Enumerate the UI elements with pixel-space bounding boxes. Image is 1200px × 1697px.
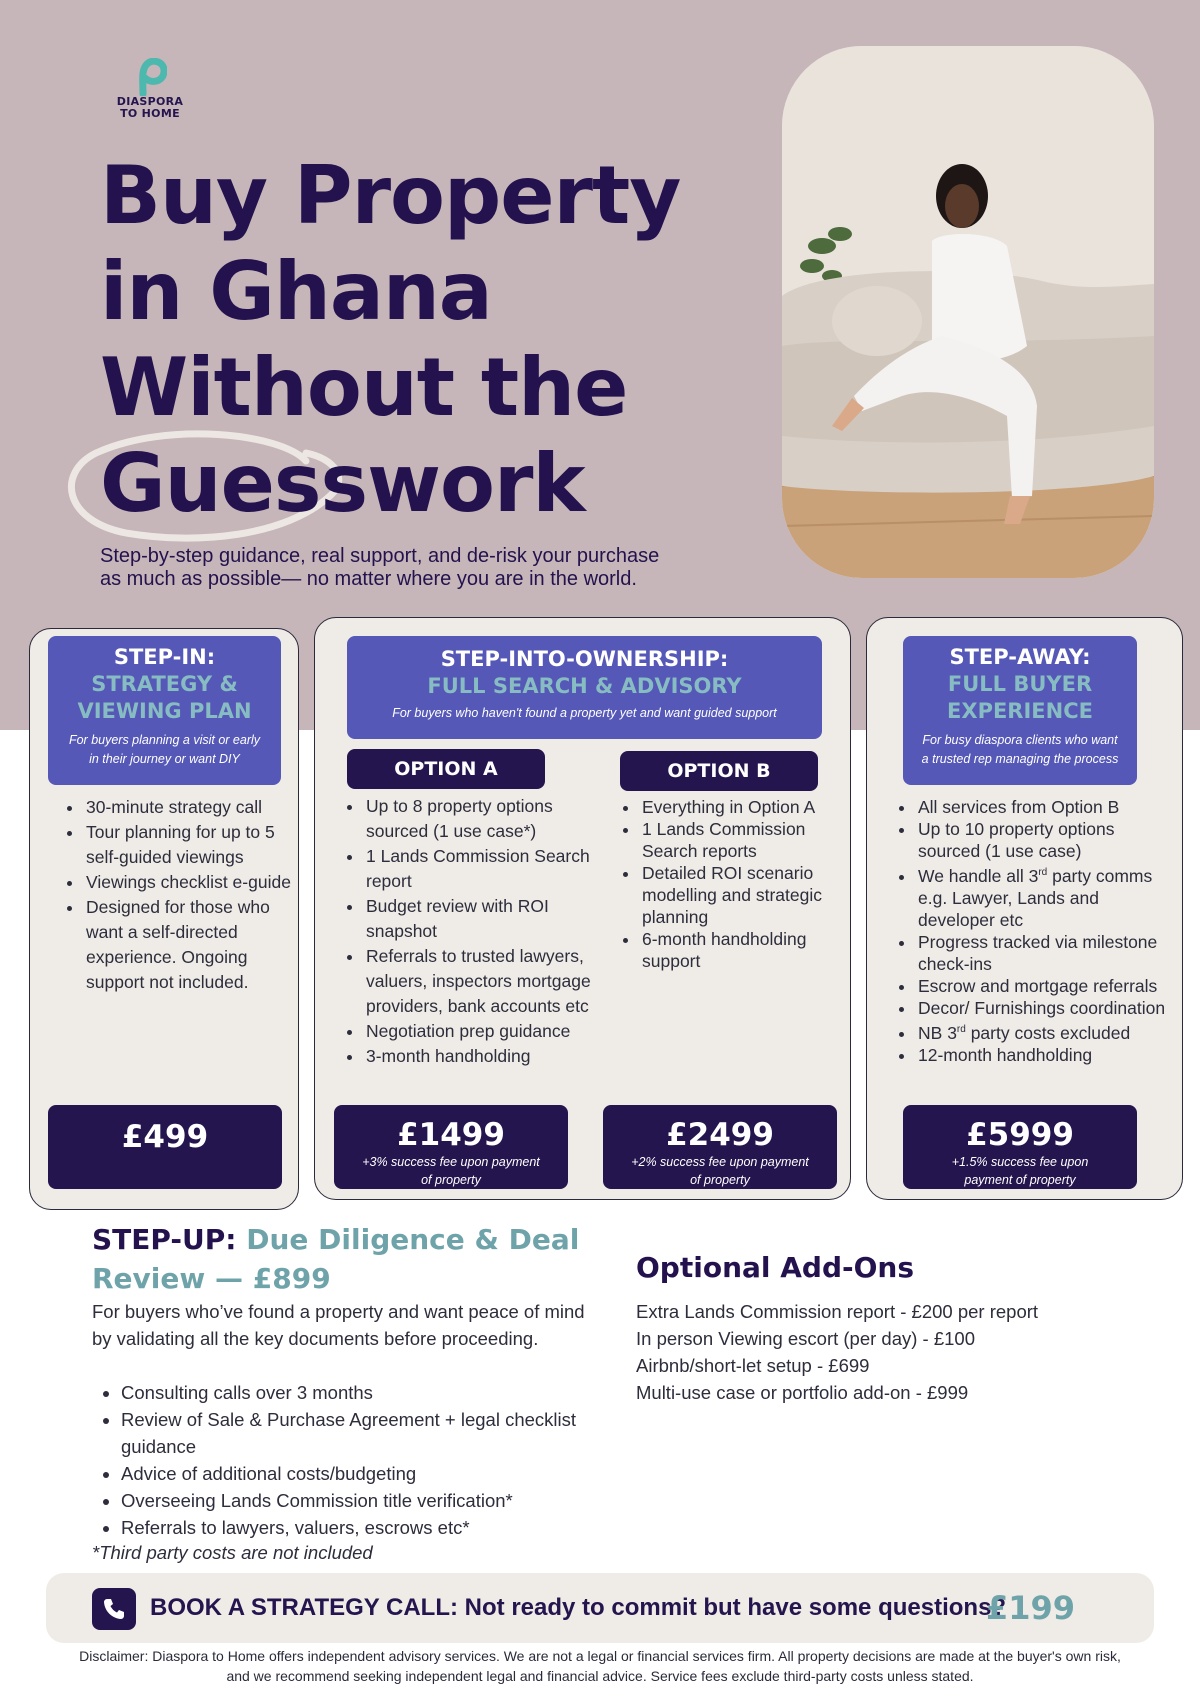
- brand-logo[interactable]: [112, 58, 188, 120]
- step-into-ownership-banner: [347, 636, 822, 739]
- list-item: • Overseeing Lands Commission title verification*: [121, 1487, 590, 1514]
- page-headline: [100, 148, 680, 532]
- phone-icon[interactable]: [92, 1588, 136, 1630]
- addon-item: In person Viewing escort (per day) - £100: [636, 1328, 976, 1349]
- list-item: • 30-minute strategy call: [84, 795, 292, 820]
- step-up-title-main: Due Diligence & Deal Review — £899: [92, 1223, 580, 1295]
- addon-item: Airbnb/short-let setup - £699: [636, 1355, 870, 1376]
- list-item: • Consulting calls over 3 months: [121, 1379, 590, 1406]
- addons-heading: Optional Add-Ons: [636, 1251, 915, 1284]
- step-away-subtitle-line2: EXPERIENCE: [947, 699, 1093, 723]
- logo-mark-icon: [133, 58, 167, 96]
- addon-item: Multi-use case or portfolio add-on - £999: [636, 1382, 969, 1403]
- logo-text-line2: TO HOME: [120, 107, 180, 120]
- headline-line-2: in Ghana: [100, 245, 492, 338]
- list-item: • Advice of additional costs/budgeting: [121, 1460, 590, 1487]
- package-card-step-away: [866, 617, 1183, 1200]
- list-item: • Everything in Option A: [640, 796, 838, 818]
- list-item: • Referrals to trusted lawyers, valuers, inspectors mortgage providers, bank accounts etc: [364, 944, 592, 1019]
- list-item: • NB 3rd party costs excluded: [916, 1019, 1179, 1044]
- list-item: • Escrow and mortgage referrals: [916, 975, 1179, 997]
- woman-on-sofa-image: [782, 46, 1154, 578]
- list-item: • Progress tracked via milestone check-ins: [916, 931, 1179, 975]
- step-away-price: £5999: [966, 1117, 1074, 1153]
- list-item: • All services from Option B: [916, 796, 1179, 818]
- step-away-subtitle-line1: FULL BUYER: [947, 672, 1093, 696]
- step-up-title-prefix: STEP-UP:: [92, 1223, 237, 1256]
- list-item: • Tour planning for up to 5 self-guided viewings: [84, 820, 292, 870]
- list-item: • Negotiation prep guidance: [364, 1019, 592, 1044]
- step-up-intro: For buyers who’ve found a property and want peace of mind by validating all the key documents before proceeding.: [92, 1301, 585, 1349]
- option-b-price-note: +2% success fee upon payment of property: [631, 1155, 809, 1187]
- step-in-banner: [48, 636, 281, 785]
- step-up-footnote: *Third party costs are not included: [92, 1542, 373, 1563]
- option-a-price: £1499: [397, 1117, 505, 1153]
- step-in-description-line1: For buyers planning a visit or early: [68, 733, 261, 747]
- list-item: • We handle all 3rd party comms e.g. Lawyer, Lands and developer etc: [916, 862, 1179, 931]
- step-away-price-button[interactable]: [903, 1105, 1137, 1189]
- list-item: • 1 Lands Commission Search reports: [640, 818, 838, 862]
- list-item: • Review of Sale & Purchase Agreement + legal checklist guidance: [121, 1406, 590, 1460]
- addons-list: [636, 1298, 1156, 1406]
- package-card-step-into-ownership: [314, 617, 851, 1200]
- headline-line-4: Guesswork: [100, 437, 585, 530]
- package-card-step-in: [29, 628, 299, 1210]
- list-item: • 12-month handholding: [916, 1044, 1179, 1066]
- book-call-text: BOOK A STRATEGY CALL: Not ready to commit but have some questions?: [150, 1594, 1007, 1621]
- step-into-ownership-description: For buyers who haven't found a property yet and want guided support: [392, 706, 777, 720]
- option-b-price: £2499: [666, 1117, 774, 1153]
- step-into-ownership-subtitle: FULL SEARCH & ADVISORY: [427, 674, 742, 698]
- option-b-features: [618, 796, 838, 972]
- option-a-price-note: +3% success fee upon payment of property: [362, 1155, 540, 1187]
- hero-photo: [782, 46, 1154, 578]
- step-away-description-line1: For busy diaspora clients who want: [922, 733, 1118, 747]
- disclaimer-line-2: and we recommend seeking independent legal and financial advice. Service fees exclude third-party costs unless stated.: [226, 1668, 974, 1684]
- step-in-subtitle-line2: VIEWING PLAN: [77, 699, 252, 723]
- option-b-label[interactable]: OPTION B: [620, 751, 818, 791]
- step-in-description-line2: in their journey or want DIY: [89, 752, 240, 766]
- list-item: • Up to 8 property options sourced (1 use case*): [364, 794, 592, 844]
- option-a-label[interactable]: OPTION A: [347, 749, 545, 789]
- list-item: • Budget review with ROI snapshot: [364, 894, 592, 944]
- option-a-price-button[interactable]: [334, 1105, 568, 1189]
- list-item: • Detailed ROI scenario modelling and strategic planning: [640, 862, 838, 928]
- step-in-features: [62, 795, 292, 995]
- step-away-features: [894, 796, 1179, 1066]
- step-up-features: [110, 1379, 590, 1541]
- disclaimer-line-1: Disclaimer: Diaspora to Home offers independent advisory services. We are not a legal or financial services firm. All property decisions are made at the buyer's own risk,: [79, 1648, 1121, 1664]
- list-item: • Decor/ Furnishings coordination: [916, 997, 1179, 1019]
- list-item: • Up to 10 property options sourced (1 use case): [916, 818, 1179, 862]
- subheadline-line-2: as much as possible— no matter where you are in the world.: [100, 568, 637, 590]
- book-strategy-call-bar[interactable]: [46, 1573, 1154, 1643]
- list-item: • Viewings checklist e-guide: [84, 870, 292, 895]
- book-call-price: £199: [986, 1589, 1076, 1627]
- disclaimer: [20, 1646, 1180, 1686]
- headline-line-3: Without the: [100, 341, 628, 434]
- step-in-subtitle-line1: STRATEGY &: [91, 672, 238, 696]
- step-in-price-button[interactable]: [48, 1105, 282, 1189]
- phone-glyph-icon: [102, 1597, 126, 1621]
- logo-text-line1: DIASPORA: [116, 95, 184, 108]
- option-a-features: [342, 794, 592, 1069]
- list-item: • Designed for those who want a self-directed experience. Ongoing support not included.: [84, 895, 292, 995]
- hero-subheadline: [100, 545, 740, 591]
- step-up-heading: [92, 1220, 612, 1298]
- option-b-price-button[interactable]: [603, 1105, 837, 1189]
- step-away-description-line2: a trusted rep managing the process: [921, 752, 1119, 766]
- subheadline-line-1: Step-by-step guidance, real support, and de-risk your purchase: [100, 545, 660, 567]
- step-into-ownership-title: STEP-INTO-OWNERSHIP:: [440, 647, 729, 671]
- list-item: • 6-month handholding support: [640, 928, 838, 972]
- list-item: • 1 Lands Commission Search report: [364, 844, 592, 894]
- addon-item: Extra Lands Commission report - £200 per report: [636, 1301, 1039, 1322]
- step-in-title: STEP-IN:: [113, 645, 216, 669]
- step-away-banner: [903, 636, 1137, 785]
- list-item: • 3-month handholding: [364, 1044, 592, 1069]
- headline-line-1: Buy Property: [100, 149, 681, 242]
- step-in-price: £499: [121, 1119, 209, 1155]
- step-away-price-note: +1.5% success fee upon payment of property: [951, 1155, 1089, 1187]
- step-away-title: STEP-AWAY:: [949, 645, 1091, 669]
- list-item: • Referrals to lawyers, valuers, escrows etc*: [121, 1514, 590, 1541]
